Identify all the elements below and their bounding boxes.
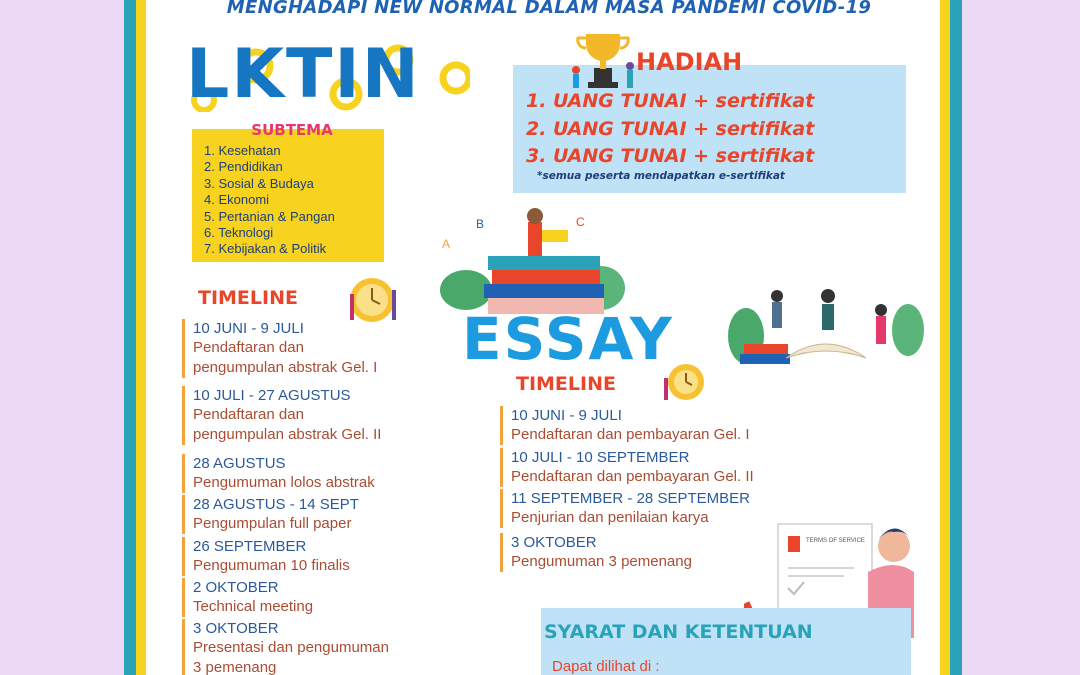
subtema-item: 6. Teknologi [204,225,274,241]
timeline-date: 28 AGUSTUS [193,455,286,472]
timeline-right-item [500,448,754,487]
timeline-date: 3 OKTOBER [193,620,279,637]
poster [146,0,940,675]
timeline-desc: Pendaftaran dan [193,406,304,423]
timeline-right-item [500,533,692,572]
timeline-right-title: TIMELINE [516,373,616,395]
syarat-subtitle: Dapat dilihat di : [552,658,660,675]
timeline-date: 3 OKTOBER [511,534,597,551]
timeline-desc: pengumpulan abstrak Gel. I [193,359,378,376]
timeline-left-item [182,619,389,675]
timeline-desc: 3 pemenang [193,659,277,675]
timeline-date: 10 JULI - 27 AGUSTUS [193,387,351,404]
timeline-desc: Technical meeting [193,598,314,615]
clock-icon [660,360,710,404]
prize-item-2: 2. UANG TUNAI + sertifikat [526,118,815,140]
timeline-date: 10 JUNI - 9 JULI [511,407,622,424]
prize-item-1: 1. UANG TUNAI + sertifikat [526,90,815,112]
timeline-left-item [182,578,313,617]
timeline-left-item [182,386,381,445]
timeline-desc: Presentasi dan pengumuman [193,639,389,656]
subtema-item: 1. Kesehatan [204,143,281,158]
timeline-left-title: TIMELINE [198,287,298,309]
terms-document-label: TERMS OF SERVICE [806,538,865,544]
timeline-desc: Penjurian dan penilaian karya [511,509,709,526]
subtema-box [192,129,384,262]
timeline-left-item [182,537,350,576]
timeline-date: 28 AGUSTUS - 14 SEPT [193,496,359,513]
timeline-left-item [182,495,359,534]
essay-title: ESSAY [462,305,674,373]
poster-header: MENGHADAPI NEW NORMAL DALAM MASA PANDEMI COVID-19 [226,0,872,18]
subtema-list [204,143,335,258]
subtema-title: SUBTEMA [251,121,333,139]
timeline-desc: Pengumuman 10 finalis [193,557,350,574]
timeline-desc: Pendaftaran dan [193,339,304,356]
timeline-desc: Pengumuman lolos abstrak [193,474,375,491]
timeline-right-item [500,406,750,445]
timeline-right-item [500,489,750,528]
timeline-date: 2 OKTOBER [193,579,279,596]
timeline-desc: Pengumpulan full paper [193,515,352,532]
subtema-item: 3. Sosial & Budaya [204,175,314,191]
timeline-date: 10 JULI - 10 SEPTEMBER [511,449,690,466]
timeline-date: 26 SEPTEMBER [193,538,307,555]
trophy-icon [568,26,638,90]
prize-item-3: 3. UANG TUNAI + sertifikat [526,145,815,167]
timeline-desc: Pengumuman 3 pemenang [511,553,692,570]
books-reader-illustration [436,200,626,320]
timeline-desc: Pendaftaran dan pembayaran Gel. II [511,468,754,485]
subtema-item: 4. Ekonomi [204,192,270,208]
svg-text:B: B [476,217,485,231]
syarat-title: SYARAT DAN KETENTUAN [544,621,813,643]
timeline-left-item [182,319,377,378]
svg-text:A: A [442,237,451,251]
subtema-item: 5. Pertanian & Pangan [204,208,335,224]
timeline-left-item [182,454,375,493]
subtema-item: 7. Kebijakan & Politik [204,241,327,257]
svg-text:C: C [576,215,585,229]
lktin-logo [186,35,470,114]
subtema-item: 2. Pendidikan [204,159,283,175]
timeline-date: 11 SEPTEMBER - 28 SEPTEMBER [511,490,750,507]
timeline-desc: pengumpulan abstrak Gel. II [193,426,382,443]
prize-note: *semua peserta mendapatkan e-sertifikat [537,170,785,182]
timeline-date: 10 JUNI - 9 JULI [193,320,304,337]
timeline-desc: Pendaftaran dan pembayaran Gel. I [511,426,750,443]
open-book-illustration [726,278,926,378]
lktin-logo-text: LKTIN [186,35,421,114]
hadiah-title: HADIAH [636,48,743,76]
